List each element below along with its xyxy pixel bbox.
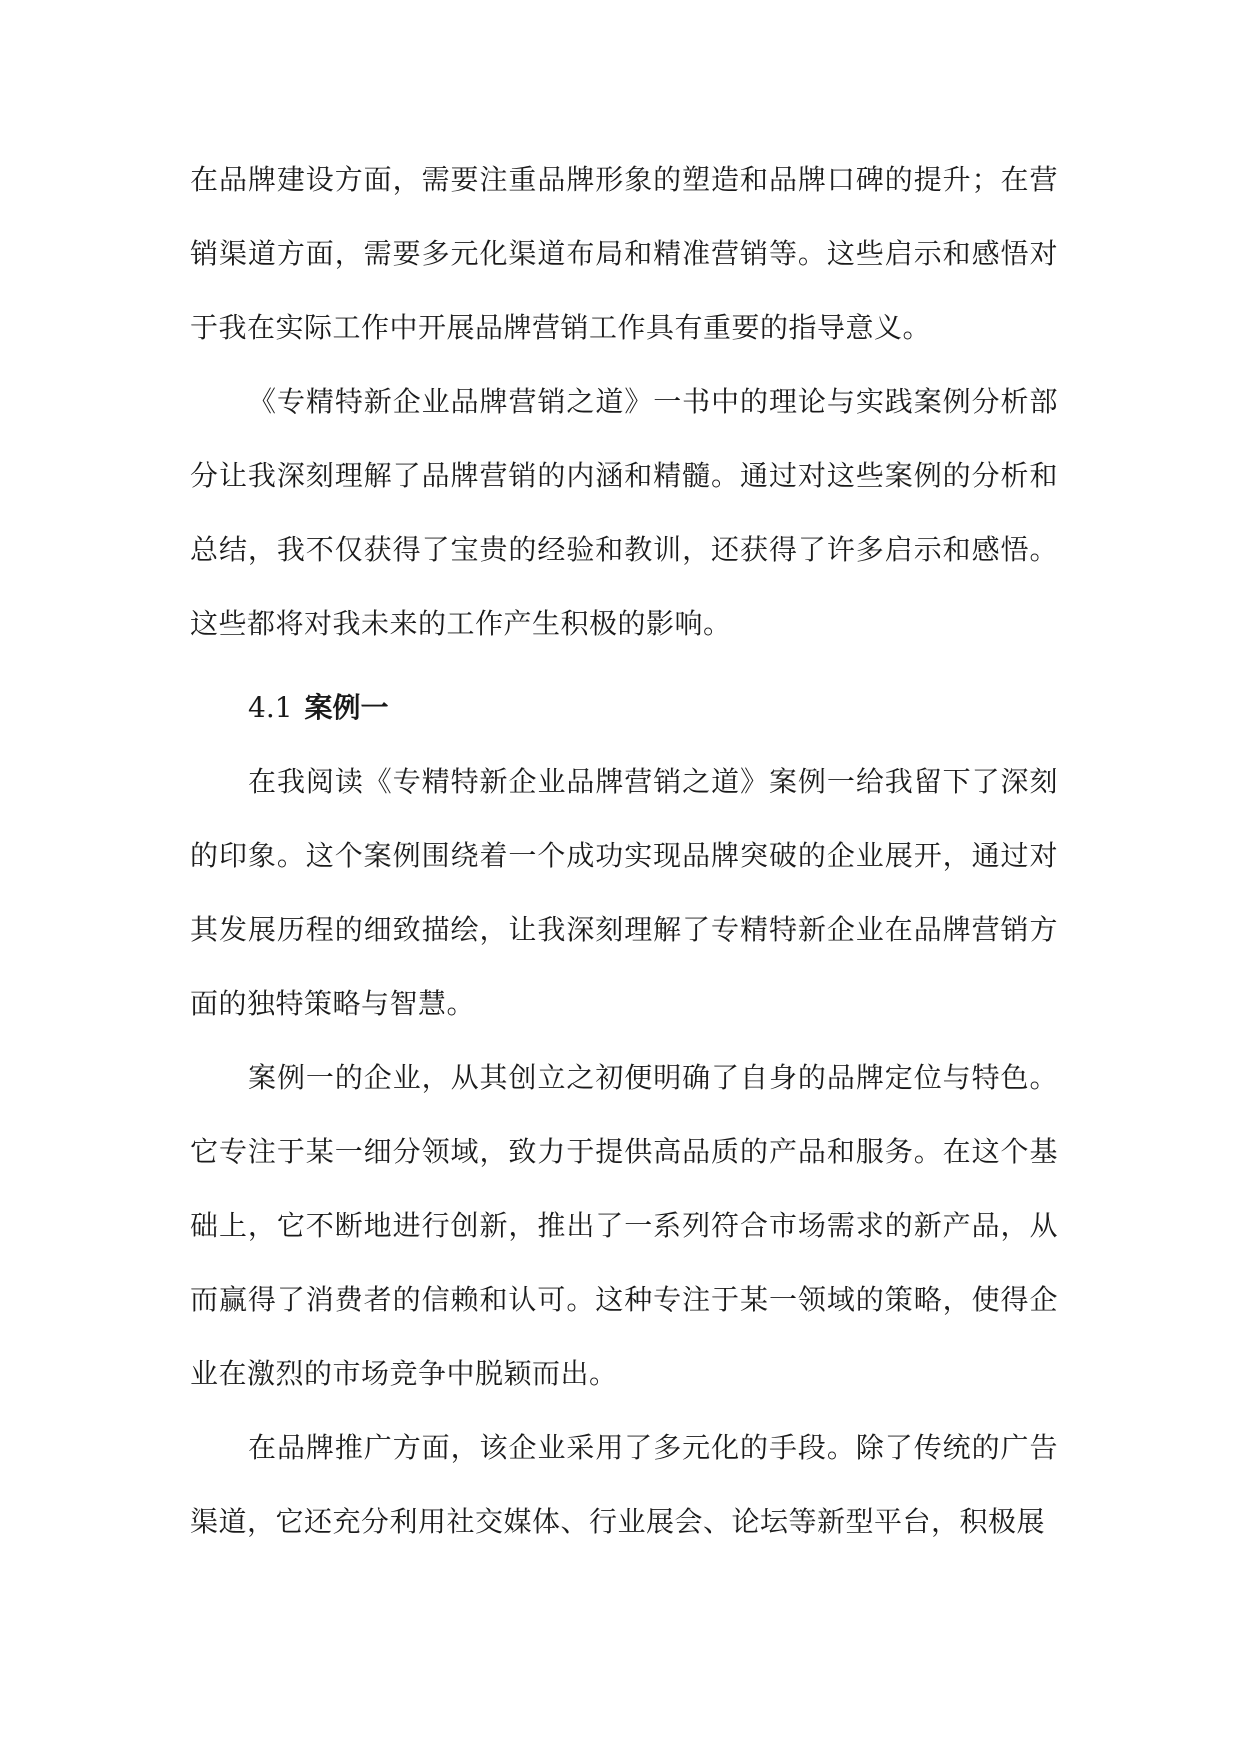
paragraph-case-positioning: 案例一的企业，从其创立之初便明确了自身的品牌定位与特色。它专注于某一细分领域，致力于提供高品质的产品和服务。在这个基础上，它不断地进行创新，推出了一系列符合市场需求的新产品，从而赢得了消费者的信赖和认可。这种专注于某一领域的策略，使得企业在激烈的市场竞争中脱颖而出。 [190,1061,1058,1390]
paragraph-continuation: 在品牌建设方面，需要注重品牌形象的塑造和品牌口碑的提升；在营销渠道方面，需要多元化渠道布局和精准营销等。这些启示和感悟对于我在实际工作中开展品牌营销工作具有重要的指导意义。 [190,163,1058,344]
paragraph-case-promotion: 在品牌推广方面，该企业采用了多元化的手段。除了传统的广告渠道，它还充分利用社交媒体、行业展会、论坛等新型平台，积极展 [190,1431,1058,1538]
paragraph-case-intro: 在我阅读《专精特新企业品牌营销之道》案例一给我留下了深刻的印象。这个案例围绕着一个成功实现品牌突破的企业展开，通过对其发展历程的细致描绘，让我深刻理解了专精特新企业在品牌营销方面的独特策略与智慧。 [190,765,1058,1020]
section-title: 案例一 [304,691,389,724]
section-number: 4.1 [248,691,293,724]
document-body [190,143,1058,1559]
paragraph-book-summary: 《专精特新企业品牌营销之道》一书中的理论与实践案例分析部分让我深刻理解了品牌营销的内涵和精髓。通过对这些案例的分析和总结，我不仅获得了宝贵的经验和教训，还获得了许多启示和感悟。这些都将对我未来的工作产生积极的影响。 [190,385,1058,640]
section-heading [190,671,1058,745]
